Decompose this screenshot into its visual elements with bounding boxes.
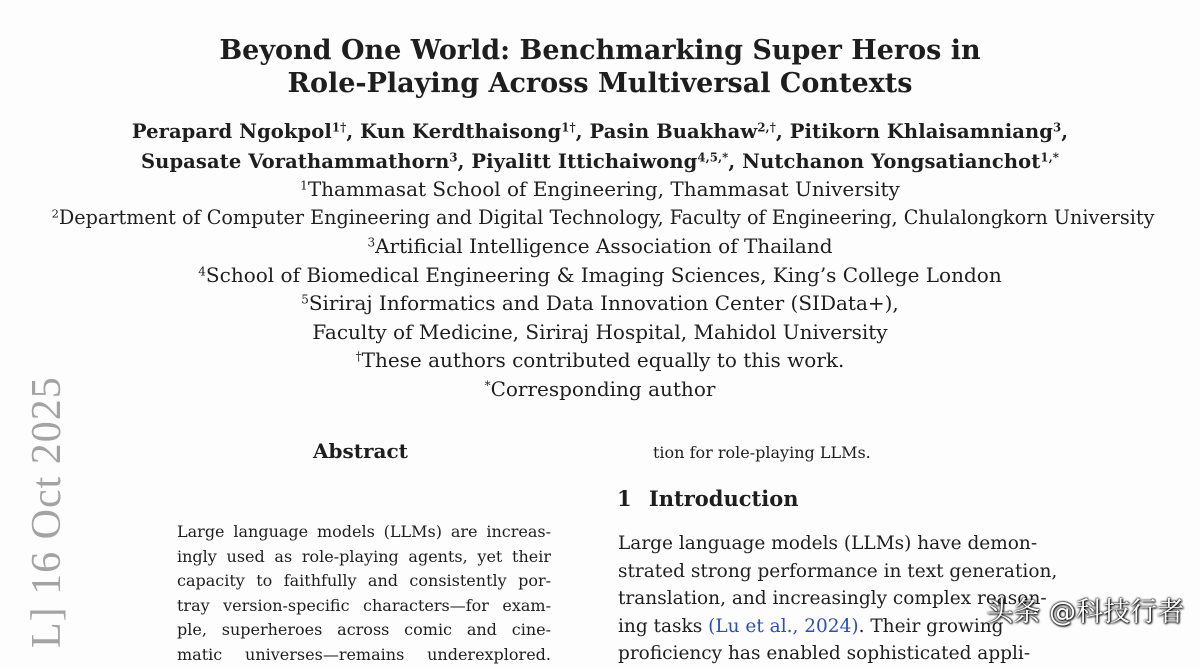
abstract-line: matic universes—remains underexplored. [177, 644, 551, 664]
author-name: Kun Kerdthaisong [360, 120, 562, 143]
author-affil-mark: 4,5,* [697, 150, 729, 165]
affiliation-line: $^3$Artificial Intelligence Association of Thailand [367, 234, 833, 258]
author-affil-mark: 2,† [757, 120, 776, 135]
affiliation-line: $^4$School of Biomedical Engineering & Imaging Sciences, King’s College London [198, 262, 1002, 287]
author-name: Pitikorn Khlaisamniang [789, 120, 1054, 143]
author-affil-mark: 1† [561, 120, 576, 135]
intro-line: translation, and increasingly complex reason- [618, 588, 1047, 609]
affiliation-line: $^5$Siriraj Informatics and Data Innovation Center (SIData+), [301, 291, 899, 315]
arxiv-side-stamp: L] 16 Oct 2025 [24, 376, 70, 648]
abstract-line: ple, superheroes across comic and cine- [177, 620, 551, 639]
abstract-carryover-line: tion for role-playing LLMs. [653, 443, 871, 462]
author-name: Supasate Vorathammathorn [140, 150, 450, 173]
abstract-line: ingly used as role-playing agents, yet their [177, 546, 551, 566]
affiliation-line: $^2$Department of Computer Engineering and Digital Technology, Faculty of Engineering, Chulalongkorn University [51, 205, 1155, 229]
abstract-line: tray version-specific characters—for exam- [177, 595, 551, 615]
abstract-heading: Abstract [313, 439, 408, 463]
paper-title [0, 34, 1200, 100]
author-affil-mark: 3 [1053, 120, 1062, 135]
abstract-line: Large language models (LLMs) are increas- [177, 522, 551, 541]
affiliation-list [0, 175, 1200, 403]
title-line-1: Beyond One World: Benchmarking Super Heros in [219, 35, 981, 66]
author-name: Perapard Ngokpol [131, 120, 332, 143]
abstract-line: capacity to faithfully and consistently por- [177, 571, 551, 590]
author-affil-mark: 1,* [1040, 150, 1059, 165]
title-line-2: Role-Playing Across Multiversal Contexts [287, 68, 913, 99]
intro-line: Large language models (LLMs) have demon- [618, 533, 1038, 554]
equal-contribution-note: †These authors contributed equally to this work. [355, 348, 845, 372]
intro-line: strated strong performance in text generation, [618, 560, 1058, 582]
author-list [0, 117, 1200, 177]
author-line-1: Perapard Ngokpol$^{1\dagger}$, Kun Kerdthaisong$^{1\dagger}$, Pasin Buakhaw$^{2,\dagger}$, Pitikorn Khlaisamniang$^3$, [131, 120, 1069, 143]
author-affil-mark: 1† [331, 120, 347, 135]
citation-link[interactable]: (Lu et al., 2024) [708, 615, 859, 637]
author-name: Piyalitt Ittichaiwong [471, 150, 698, 173]
author-affil-mark: 3 [449, 150, 458, 165]
corresponding-author-note: *Corresponding author [484, 376, 716, 401]
affiliation-line: $^1$Thammasat School of Engineering, Thammasat University [300, 177, 900, 201]
introduction-heading: 1 Introduction [617, 486, 799, 511]
affiliation-line: Faculty of Medicine, Siriraj Hospital, Mahidol University [312, 319, 888, 344]
abstract-body [177, 520, 551, 667]
intro-line: ing tasks (Lu et al., 2024). Their growing [618, 615, 1004, 637]
source-watermark: 头条 @科技行者 [986, 597, 1184, 628]
intro-line: proficiency has enabled sophisticated appli- [618, 643, 1031, 664]
author-name: Pasin Buakhaw [589, 120, 758, 143]
author-name: Nutchanon Yongsatianchot [742, 150, 1041, 173]
author-line-2: Supasate Vorathammathorn$^3$, Piyalitt Ittichaiwong$^{4,5,*}$, Nutchanon Yongsatianchot$^{1,*}$ [140, 150, 1059, 173]
